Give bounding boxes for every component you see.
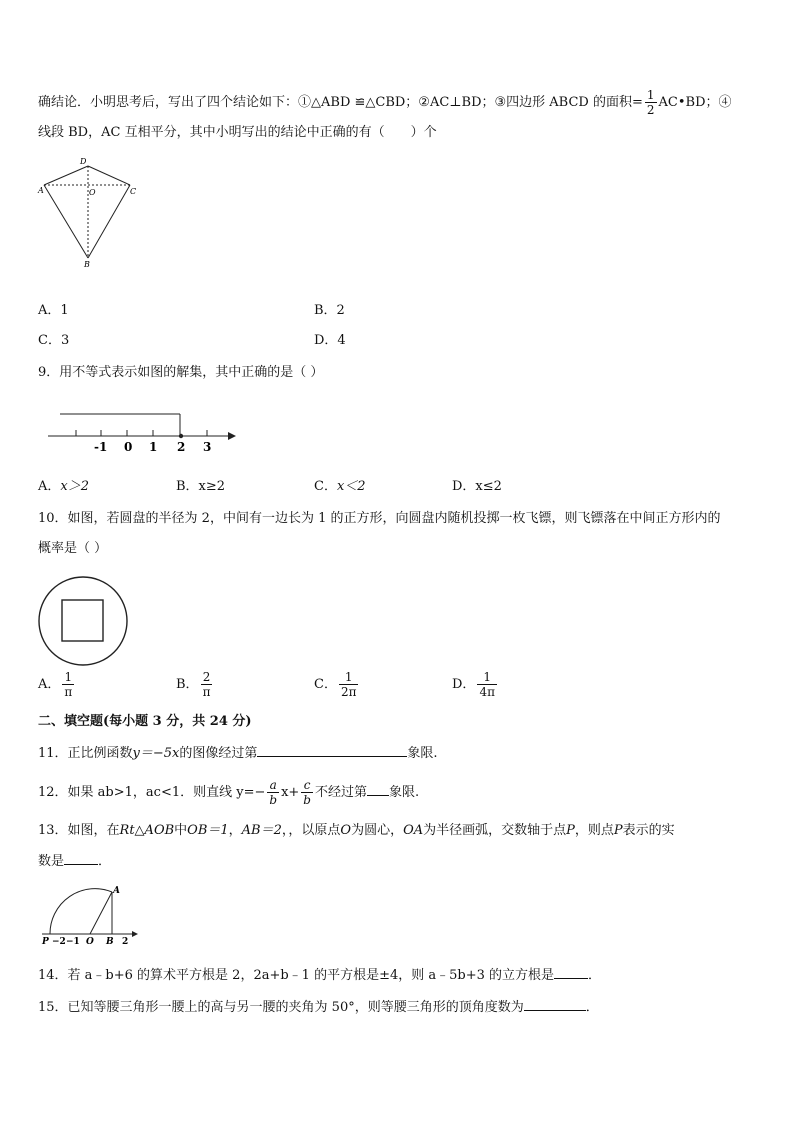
tick-label-2: 2 (177, 440, 186, 454)
label-c: C (130, 187, 137, 196)
q8-option-b: B．2 (314, 303, 345, 318)
label-neg1: −1 (66, 937, 80, 947)
label-a: A (113, 886, 120, 896)
label-b: B (84, 260, 90, 269)
answer-blank[interactable] (554, 966, 588, 979)
q8-option-a: A．1 (38, 303, 69, 318)
number-line-figure (44, 408, 240, 456)
q10-option-c: C． $\frac{1}{2\pi}$ (314, 670, 357, 699)
tick-label-0: 0 (124, 440, 133, 454)
label-d: D (80, 157, 87, 166)
label-p: P (42, 937, 49, 947)
answer-blank[interactable] (367, 783, 389, 796)
q15: 15．已知等腰三角形一腰上的高与另一腰的夹角为 50°，则等腰三角形的顶角度数为 ． (38, 1000, 599, 1015)
q9-option-c: C．x＜2 (314, 479, 366, 494)
q13-line-1: 13．如图，在Rt△AOB中OB＝1，AB＝2，，以原点O为圆心，OA为半径画弧，交数轴于点P，则点P表示的实 (38, 823, 675, 838)
answer-blank[interactable] (257, 744, 407, 757)
q10-option-b: B． $\frac{2}{\pi}$ (176, 670, 211, 699)
q14: 14．若 a﹣b+6 的算术平方根是 2，2a+b﹣1 的平方根是±4，则 a﹣5b+3 的立方根是 ． (38, 968, 602, 983)
arc-number-line-figure (40, 882, 140, 948)
circle-square-figure (36, 574, 130, 668)
fraction-half: $\frac{1}{2}$ (646, 88, 655, 117)
q8-line-1: 确结论．小明思考后，写出了四个结论如下：①△ABD ≌△CBD；②AC⊥BD；③四边形 ABCD 的面积= $\frac{1}{2}$ AC•BD；④ (38, 88, 732, 117)
q10-option-a: A． $\frac{1}{\pi}$ (38, 670, 73, 699)
q11: 11．正比例函数y＝−5x的图像经过第 象限. (38, 746, 438, 761)
q10-line-2: 概率是（ ） (38, 541, 108, 556)
q10-option-d: D． $\frac{1}{4\pi}$ (452, 670, 495, 699)
label-2: 2 (122, 937, 129, 947)
label-neg2: −2 (52, 937, 66, 947)
tick-label-1: 1 (149, 440, 158, 454)
q8-line-2: 线段 BD，AC 互相平分，其中小明写出的结论中正确的有（ ）个 (38, 125, 437, 140)
label-a: A (38, 186, 44, 195)
q9-option-a: A．x＞2 (38, 479, 89, 494)
q9-option-d: D．x≤2 (452, 479, 502, 494)
label-b: B (106, 937, 114, 947)
q8-option-d: D．4 (314, 333, 346, 348)
section-heading: 二、填空题(每小题 3 分，共 24 分) (38, 714, 252, 729)
q13-line-2: 数是 ． (38, 854, 112, 869)
kite-figure (36, 154, 146, 274)
q12: 12．如果 ab>1，ac<1．则直线 y=− $\frac{a}{b}$ x+ $\frac{c}{b}$ 不经过第 象限. (38, 778, 420, 807)
tick-label-3: 3 (203, 440, 212, 454)
q9-option-b: B．x≥2 (176, 479, 226, 494)
q9-stem: 9．用不等式表示如图的解集，其中正确的是（ ） (38, 365, 324, 380)
q10-line-1: 10．如图，若圆盘的半径为 2，中间有一边长为 1 的正方形，向圆盘内随机投掷一枚飞镖，则飞镖落在中间正方形内的 (38, 511, 721, 526)
q8-option-c: C．3 (38, 333, 70, 348)
tick-label-neg1: -1 (94, 440, 108, 454)
answer-blank[interactable] (64, 852, 98, 865)
label-o: O (89, 188, 96, 197)
answer-blank[interactable] (524, 998, 586, 1011)
label-o: O (86, 937, 94, 947)
